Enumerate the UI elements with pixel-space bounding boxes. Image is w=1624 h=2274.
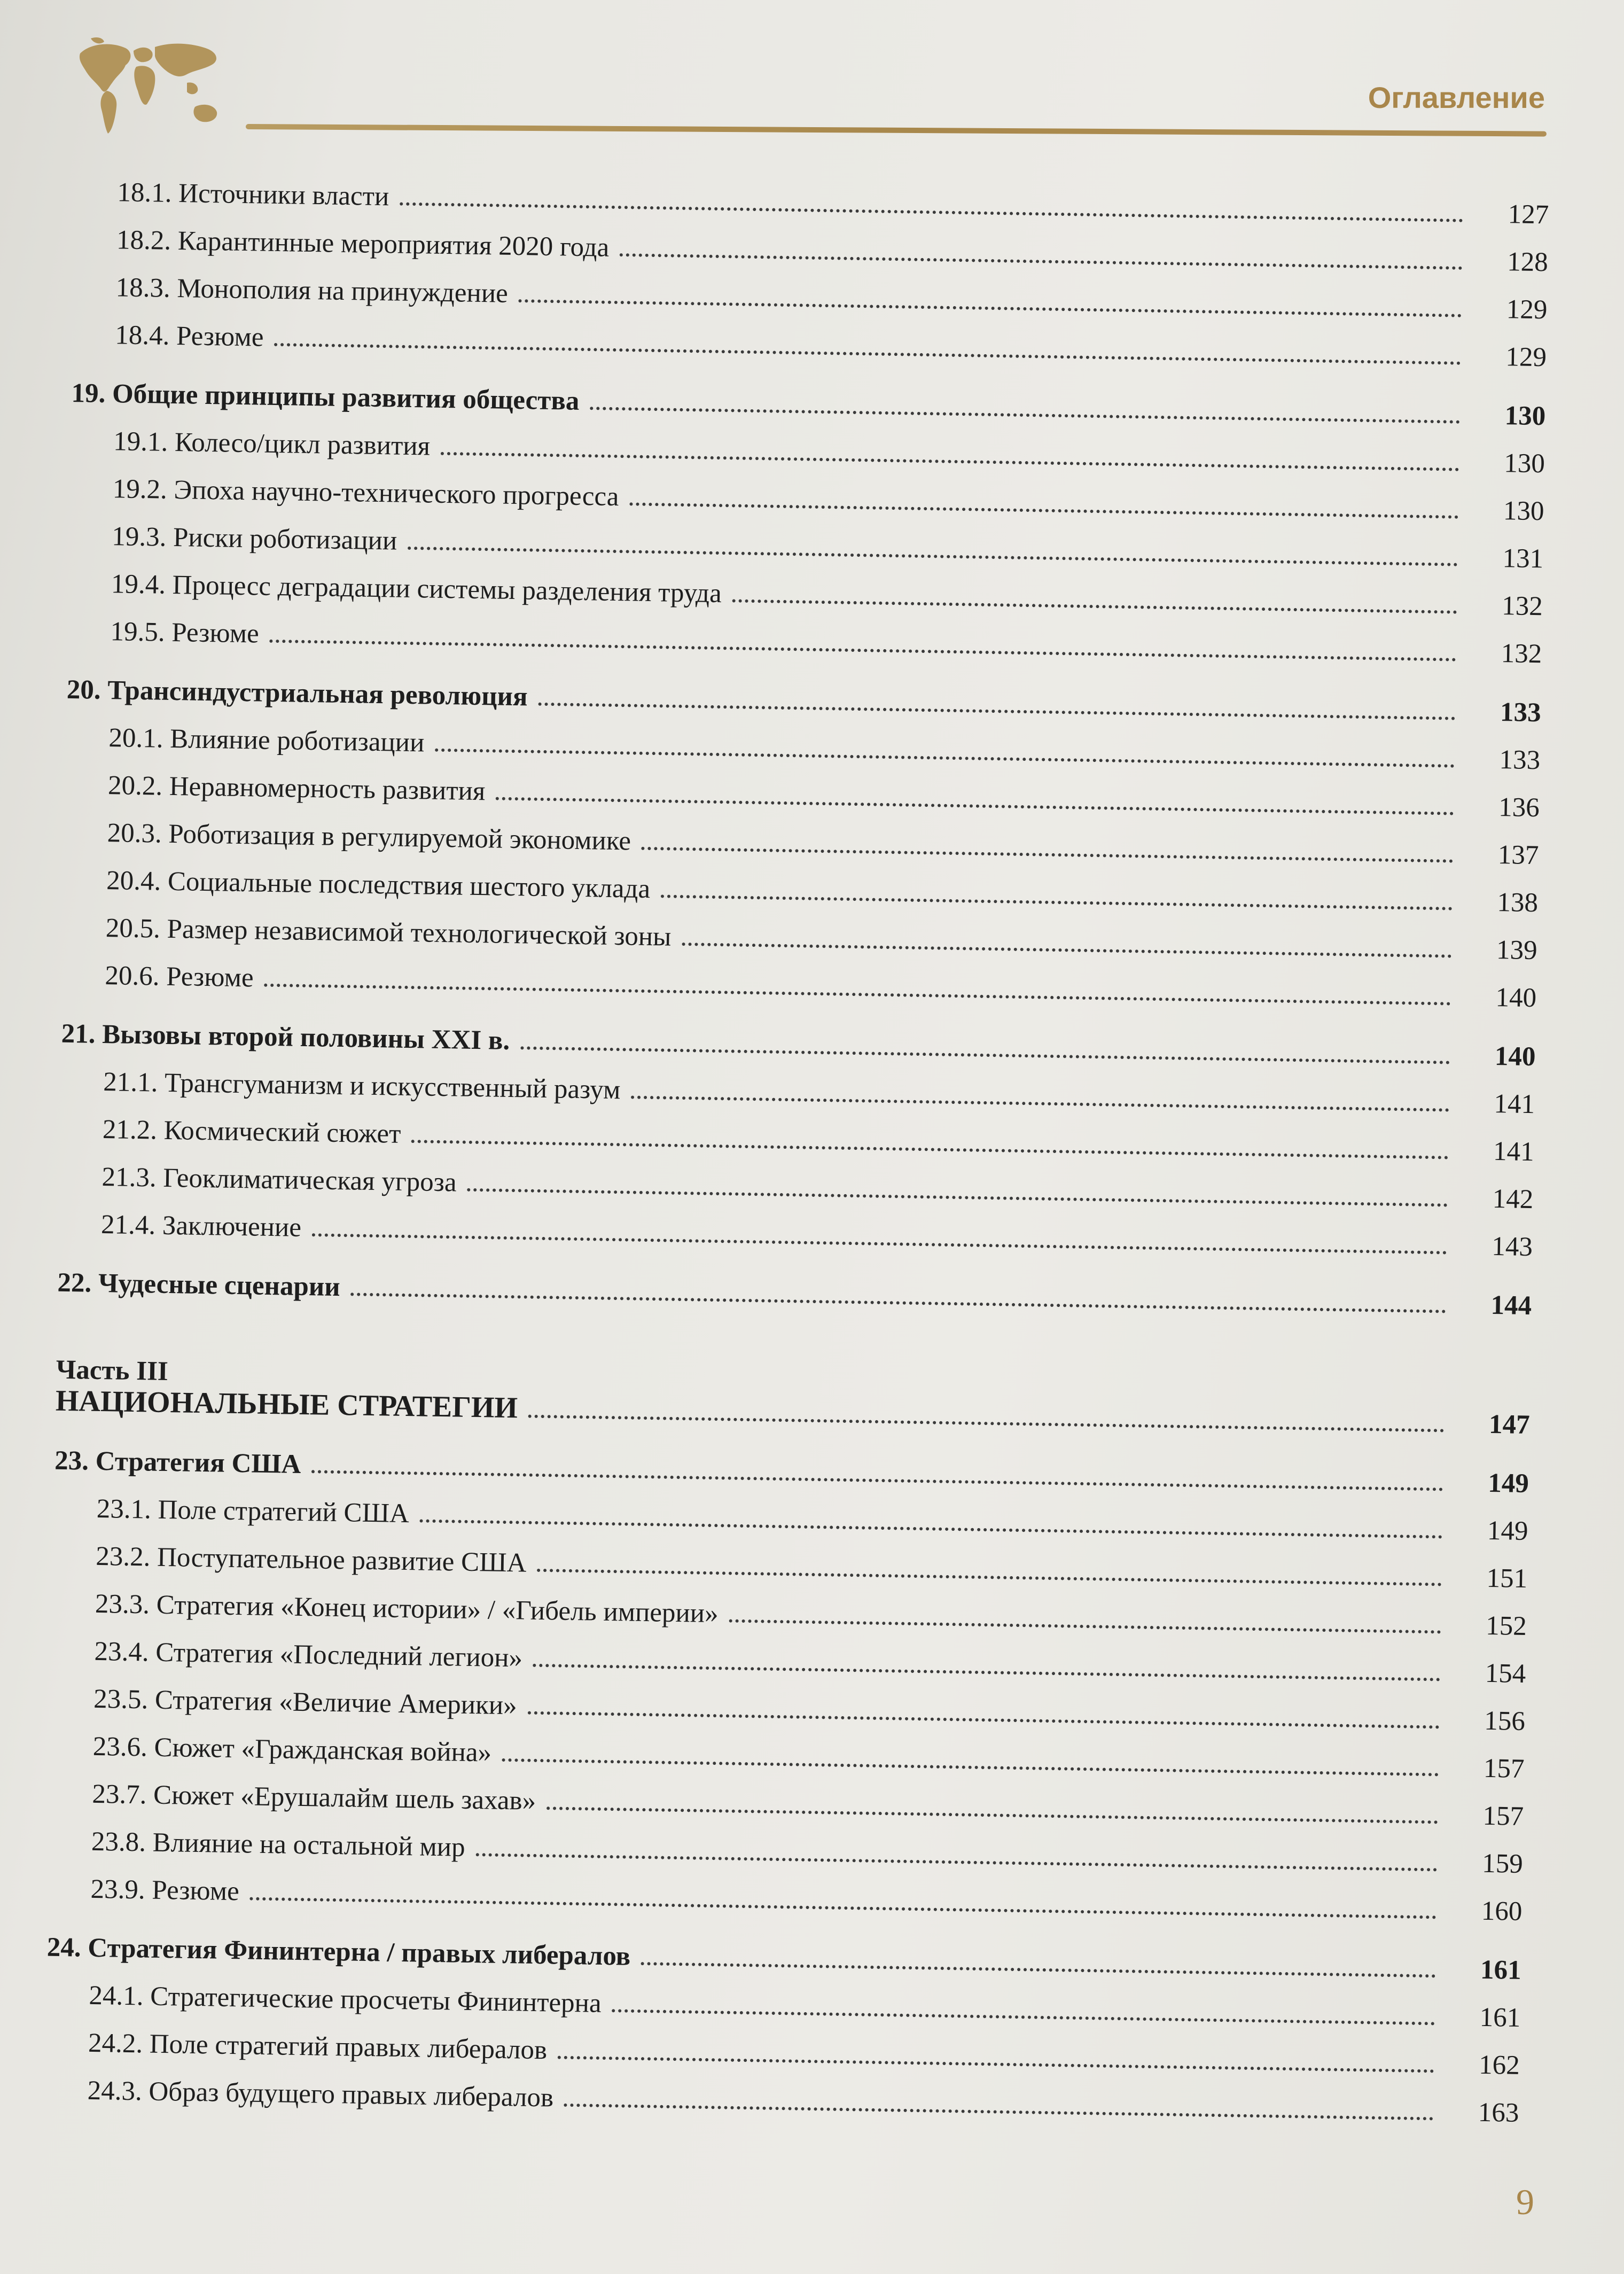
toc-entry-page: 156 bbox=[1484, 1705, 1526, 1736]
dot-leader bbox=[441, 452, 1459, 471]
dot-leader bbox=[311, 1470, 1443, 1491]
toc-entry-page: 157 bbox=[1483, 1753, 1525, 1784]
toc-entry[interactable] bbox=[74, 224, 1549, 278]
dot-leader bbox=[496, 797, 1454, 815]
toc-entry[interactable] bbox=[69, 520, 1544, 574]
toc-entry-label: 24.3. Образ будущего правых либералов bbox=[87, 2075, 554, 2113]
toc-part-title: НАЦИОНАЛЬНЫЕ СТРАТЕГИИ bbox=[55, 1384, 518, 1425]
toc-entry[interactable] bbox=[53, 1540, 1528, 1594]
toc-entry-page: 154 bbox=[1485, 1658, 1526, 1689]
toc-entry[interactable] bbox=[48, 1873, 1522, 1927]
toc-chapter-page: 161 bbox=[1480, 1954, 1522, 1985]
toc-entry[interactable] bbox=[74, 176, 1549, 230]
toc-entry[interactable] bbox=[49, 1778, 1524, 1832]
dot-leader bbox=[420, 1519, 1443, 1538]
toc-chapter[interactable] bbox=[66, 674, 1541, 728]
dot-leader bbox=[661, 894, 1453, 910]
toc-entry[interactable] bbox=[67, 616, 1542, 669]
toc-entry-page: 131 bbox=[1502, 543, 1544, 574]
toc-entry-page: 132 bbox=[1501, 591, 1543, 622]
toc-chapter-label: 21. Вызовы второй половины XXI в. bbox=[61, 1018, 510, 1056]
toc-entry[interactable] bbox=[53, 1493, 1528, 1547]
toc-entry-label: 23.9. Резюме bbox=[90, 1874, 240, 1907]
dot-leader bbox=[519, 299, 1462, 317]
dot-leader bbox=[274, 343, 1461, 365]
toc-entry[interactable] bbox=[58, 1209, 1533, 1263]
toc-entry-page: 140 bbox=[1495, 982, 1537, 1014]
dot-leader bbox=[250, 1897, 1437, 1919]
toc-entry-label: 20.4. Социальные последствия шестого уклада bbox=[106, 866, 651, 905]
dot-leader bbox=[612, 2009, 1435, 2025]
toc-entry[interactable] bbox=[59, 1161, 1534, 1215]
toc-entry-label: 19.4. Процесс деградации системы разделения труда bbox=[111, 569, 722, 609]
toc-chapter-label: 19. Общие принципы развития общества bbox=[71, 378, 580, 416]
toc-entry[interactable] bbox=[73, 271, 1548, 325]
toc-entry-label: 23.5. Стратегия «Величие Америки» bbox=[93, 1684, 518, 1721]
dot-leader bbox=[533, 1664, 1440, 1681]
world-map-icon bbox=[75, 32, 224, 139]
toc-entry-page: 132 bbox=[1501, 638, 1542, 669]
dot-leader bbox=[400, 203, 1463, 222]
toc-chapter[interactable] bbox=[46, 1932, 1521, 1986]
dot-leader bbox=[538, 703, 1455, 720]
toc-entry-label: 20.5. Размер независимой технологической зоны bbox=[105, 913, 672, 952]
toc-chapter-page: 130 bbox=[1504, 401, 1546, 432]
toc-entry-label: 20.2. Неравномерность развития bbox=[107, 770, 486, 807]
dot-leader bbox=[682, 943, 1451, 958]
toc-entry[interactable] bbox=[72, 319, 1547, 373]
section-title: Оглавление bbox=[1368, 81, 1545, 114]
toc-entry-page: 162 bbox=[1478, 2050, 1520, 2081]
toc-entry-page: 129 bbox=[1506, 294, 1548, 325]
dot-leader bbox=[264, 984, 1451, 1006]
dot-leader bbox=[558, 2056, 1434, 2073]
page-number: 9 bbox=[1516, 2182, 1534, 2222]
toc-entry[interactable] bbox=[50, 1731, 1525, 1785]
toc-entry[interactable] bbox=[63, 912, 1537, 966]
toc-entry-page: 127 bbox=[1508, 199, 1549, 230]
dot-leader bbox=[631, 1096, 1449, 1112]
dot-leader bbox=[620, 253, 1463, 270]
toc-entry-label: 18.4. Резюме bbox=[114, 320, 264, 353]
toc-entry-label: 21.1. Трансгуманизм и искусственный разум bbox=[103, 1067, 621, 1105]
toc-entry-page: 152 bbox=[1485, 1610, 1527, 1642]
toc-entry[interactable] bbox=[51, 1683, 1526, 1737]
toc-entry-page: 141 bbox=[1494, 1088, 1535, 1120]
toc-entry-page: 159 bbox=[1481, 1848, 1524, 1879]
dot-leader bbox=[729, 1619, 1441, 1634]
toc-entry-page: 129 bbox=[1505, 342, 1547, 373]
toc-chapter-label: 23. Стратегия США bbox=[54, 1445, 301, 1479]
dot-leader bbox=[528, 1415, 1445, 1432]
toc-entry[interactable] bbox=[69, 473, 1544, 527]
toc-entry-page: 130 bbox=[1503, 448, 1545, 479]
dot-leader bbox=[312, 1233, 1447, 1254]
toc-entry[interactable] bbox=[49, 1826, 1524, 1880]
toc-entry-label: 24.2. Поле стратегий правых либералов bbox=[88, 2028, 548, 2066]
part-label: Часть III bbox=[56, 1354, 169, 1387]
toc-entry[interactable] bbox=[64, 865, 1539, 918]
dot-leader bbox=[467, 1188, 1448, 1207]
toc-chapter-page: 140 bbox=[1494, 1041, 1536, 1072]
dot-leader bbox=[520, 1046, 1450, 1064]
toc-chapter-label: 20. Трансиндустриальная революция bbox=[66, 674, 528, 712]
toc-chapter[interactable] bbox=[61, 1018, 1536, 1072]
toc-entry-page: 133 bbox=[1499, 745, 1541, 776]
toc-entry-page: 141 bbox=[1493, 1136, 1535, 1167]
toc-entry-label: 18.2. Карантинные мероприятия 2020 года bbox=[116, 225, 610, 263]
dot-leader bbox=[537, 1569, 1442, 1586]
toc-entry-page: 130 bbox=[1503, 496, 1544, 527]
toc-entry[interactable] bbox=[60, 1066, 1535, 1120]
toc-entry-label: 23.3. Стратегия «Конец истории» / «Гибель империи» bbox=[95, 1588, 719, 1629]
toc-entry-label: 19.5. Резюме bbox=[110, 617, 260, 649]
toc-entry-label: 21.2. Космический сюжет bbox=[102, 1115, 401, 1149]
toc-entry[interactable] bbox=[45, 2027, 1520, 2081]
toc-entry[interactable] bbox=[52, 1588, 1527, 1642]
dot-leader bbox=[475, 1853, 1437, 1871]
toc-entry-page: 157 bbox=[1482, 1801, 1524, 1832]
toc-entry-page: 137 bbox=[1497, 840, 1539, 871]
dot-leader bbox=[502, 1758, 1439, 1777]
dot-leader bbox=[527, 1711, 1439, 1729]
toc-entry-label: 20.3. Роботизация в регулируемой экономике bbox=[107, 818, 631, 856]
toc-entry-label: 18.3. Монополия на принуждение bbox=[115, 272, 509, 309]
toc-entry-label: 24.1. Стратегические просчеты Фининтерна bbox=[89, 1980, 602, 2019]
toc-entry-label: 23.1. Поле стратегий США bbox=[96, 1493, 410, 1529]
dot-leader bbox=[435, 749, 1455, 768]
toc-entry-label: 23.6. Сюжет «Гражданская война» bbox=[92, 1731, 492, 1768]
toc-entry-label: 23.4. Стратегия «Последний легион» bbox=[94, 1636, 523, 1673]
toc-entry-label: 20.6. Резюме bbox=[105, 961, 254, 993]
toc-entry[interactable] bbox=[62, 960, 1537, 1014]
toc-entry-page: 163 bbox=[1478, 2097, 1519, 2128]
toc-entry-page: 161 bbox=[1479, 2002, 1521, 2033]
toc-entry[interactable] bbox=[66, 722, 1541, 776]
toc-entry[interactable] bbox=[60, 1113, 1535, 1167]
toc-entry-label: 18.1. Источники власти bbox=[117, 177, 389, 212]
toc-entry-label: 19.2. Эпоха научно-технического прогресса bbox=[112, 474, 619, 512]
toc-entry-page: 138 bbox=[1497, 887, 1539, 918]
toc-entry-label: 19.1. Колесо/цикл развития bbox=[113, 426, 431, 462]
table-of-contents bbox=[44, 176, 1549, 2129]
toc-part-page: 147 bbox=[1488, 1409, 1531, 1440]
toc-chapter[interactable] bbox=[54, 1445, 1529, 1499]
toc-entry-page: 136 bbox=[1498, 792, 1540, 823]
toc-entry-page: 143 bbox=[1491, 1231, 1533, 1263]
toc-entry[interactable] bbox=[65, 769, 1540, 823]
dot-leader bbox=[641, 1962, 1435, 1977]
toc-chapter[interactable] bbox=[57, 1267, 1532, 1321]
dot-leader bbox=[642, 847, 1454, 863]
dot-leader bbox=[629, 502, 1458, 518]
toc-entry-label: 20.1. Влияние роботизации bbox=[108, 723, 425, 758]
toc-entry-label: 21.4. Заключение bbox=[100, 1210, 302, 1243]
dot-leader bbox=[564, 2104, 1433, 2121]
toc-entry-page: 160 bbox=[1481, 1896, 1522, 1927]
dot-leader bbox=[350, 1292, 1446, 1313]
toc-entry[interactable] bbox=[68, 568, 1543, 622]
toc-chapter-page: 149 bbox=[1487, 1468, 1529, 1499]
toc-entry-label: 23.7. Сюжет «Ерушалайм шель захав» bbox=[92, 1779, 536, 1816]
toc-entry-page: 149 bbox=[1487, 1515, 1528, 1547]
dot-leader bbox=[546, 1806, 1438, 1824]
dot-leader bbox=[590, 407, 1460, 424]
toc-entry-page: 151 bbox=[1486, 1563, 1528, 1594]
dot-leader bbox=[732, 599, 1457, 613]
toc-entry[interactable] bbox=[44, 2075, 1519, 2129]
dot-leader bbox=[411, 1140, 1448, 1159]
toc-entry-label: 19.3. Риски роботизации bbox=[111, 521, 397, 556]
toc-entry-page: 139 bbox=[1496, 934, 1538, 966]
toc-chapter[interactable] bbox=[71, 378, 1546, 432]
toc-chapter-label: 24. Стратегия Фининтерна / правых либералов bbox=[46, 1932, 631, 1972]
toc-entry[interactable] bbox=[51, 1636, 1526, 1689]
toc-chapter-label: 22. Чудесные сценарии bbox=[57, 1267, 341, 1303]
dot-leader bbox=[408, 547, 1458, 566]
toc-chapter-page: 133 bbox=[1500, 697, 1542, 728]
toc-entry-label: 23.8. Влияние на остальной мир bbox=[91, 1826, 466, 1863]
header-rule bbox=[246, 124, 1547, 137]
toc-entry-label: 21.3. Геоклиматическая угроза bbox=[102, 1162, 457, 1198]
toc-entry[interactable] bbox=[71, 425, 1545, 479]
toc-entry-page: 128 bbox=[1506, 247, 1549, 278]
toc-entry[interactable] bbox=[46, 1980, 1521, 2034]
toc-entry-page: 142 bbox=[1492, 1183, 1534, 1215]
toc-chapter-page: 144 bbox=[1490, 1290, 1532, 1321]
toc-entry[interactable] bbox=[64, 817, 1539, 871]
toc-entry-label: 23.2. Поступательное развитие США bbox=[95, 1541, 527, 1578]
dot-leader bbox=[270, 640, 1457, 661]
